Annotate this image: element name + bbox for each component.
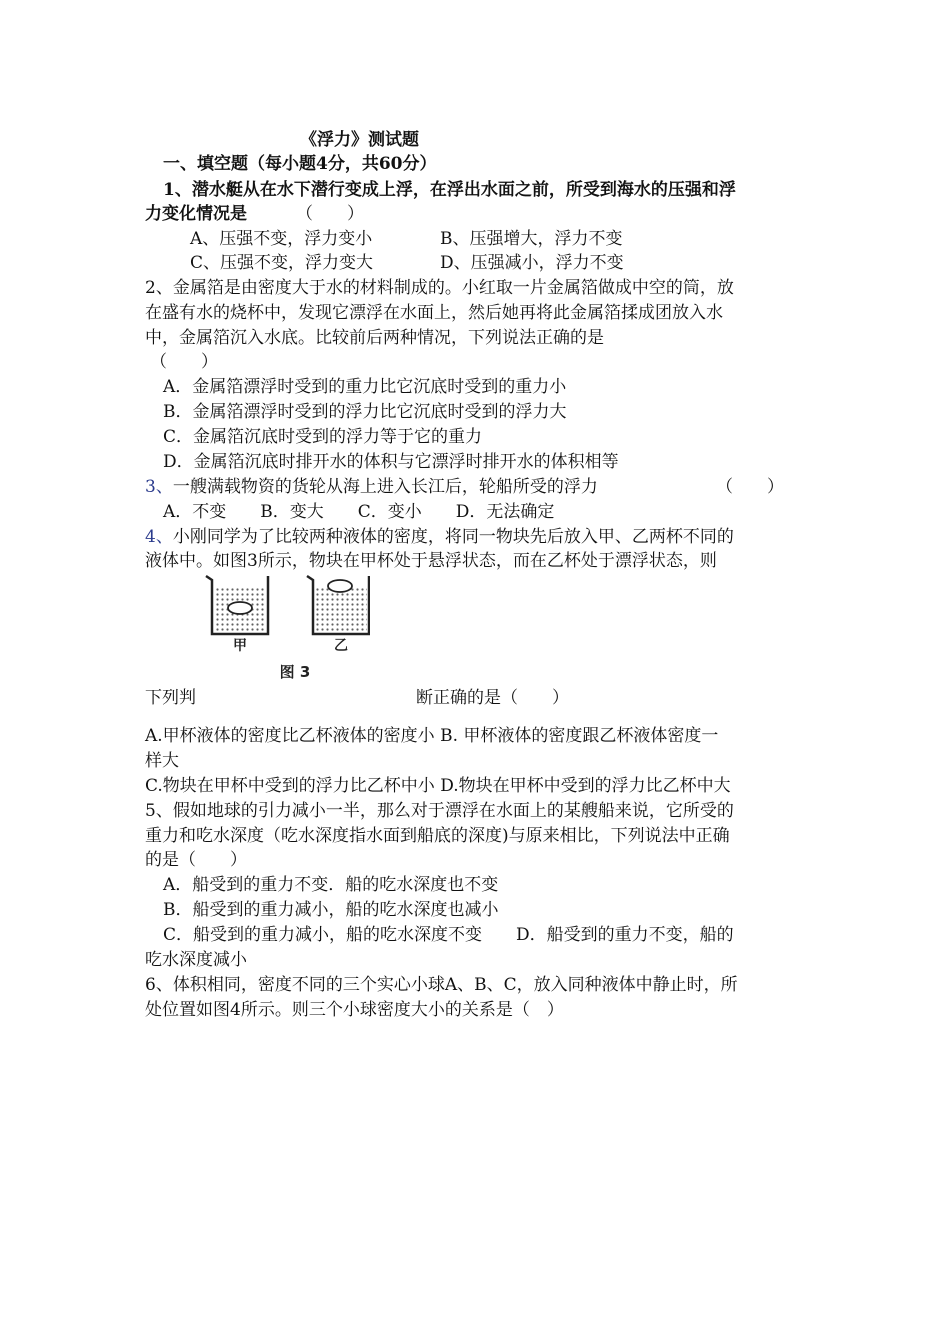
q3-number: 3、 [145,477,173,497]
q2-line3: 中，金属箔沉入水底。比较前后两种情况，下列说法正确的是 [145,328,604,348]
q6-line1: 6、体积相同，密度不同的三个实心小球A、B、C，放入同种液体中静止时，所 [145,975,738,995]
beaker-label-yi: 乙 [334,638,348,654]
figure-caption: 图 3 [279,663,311,681]
q5-option-d-cont: 吃水深度减小 [145,950,247,970]
q5-line2: 重力和吃水深度（吃水深度指水面到船底的深度)与原来相比，下列说法中正确 [145,826,730,846]
q1-blank: （ ） [296,204,364,224]
q3-options: A．不变 B．变大 C．变小 D．无法确定 [163,502,555,522]
q5-option-b: B．船受到的重力减小，船的吃水深度也减小 [163,900,499,920]
q4-options-ab-cont: 样大 [145,751,179,771]
q4-text1: 小刚同学为了比较两种液体的密度，将同一物块先后放入甲、乙两杯不同的 [172,527,734,547]
q4-line2: 液体中。如图3所示，物块在甲杯处于悬浮状态，而在乙杯处于漂浮状态，则 [145,551,717,571]
q3-text: 一艘满载物资的货轮从海上进入长江后，轮船所受的浮力 [172,477,598,497]
q2-line1 [145,276,734,300]
q1-option-d: D、压强减小，浮力不变 [440,253,624,273]
block-floating [328,580,352,592]
q2-option-d: D．金属箔沉底时排开水的体积与它漂浮时排开水的体积相等 [163,452,619,472]
q6-line2: 处位置如图4所示。则三个小球密度大小的关系是（ ） [145,1000,564,1020]
q2-blank: （ ） [150,352,218,372]
q2-line2: 在盛有水的烧杯中，发现它漂浮在水面上，然后她再将此金属箔揉成团放入水 [145,303,723,323]
q1-option-a: A、压强不变，浮力变小 [190,229,373,249]
section-heading: 一、填空题（每小题4分，共60分） [163,154,437,174]
q1-option-b: B、压强增大，浮力不变 [440,229,623,249]
beaker-jia [206,576,268,634]
q5-options-cd: C．船受到的重力减小，船的吃水深度不变 D．船受到的重力不变，船的 [163,925,734,945]
q1-line2: 力变化情况是 [145,204,247,224]
q4-line1 [145,525,734,549]
q4-options-ab: A.甲杯液体的密度比乙杯液体的密度小 B. 甲杯液体的密度跟乙杯液体密度一 [145,726,719,746]
q5-line1: 5、假如地球的引力减小一半，那么对于漂浮在水面上的某艘船来说，它所受的 [145,801,734,821]
q2-option-a: A．金属箔漂浮时受到的重力比它沉底时受到的重力小 [163,377,567,397]
block-suspended [228,602,252,614]
q5-line3: 的是（ ） [145,850,247,870]
q4-options-cd: C.物块在甲杯中受到的浮力比乙杯中小 D.物块在甲杯中受到的浮力比乙杯中大 [145,776,731,796]
q2-option-b: B．金属箔漂浮时受到的浮力比它沉底时受到的浮力大 [163,402,567,422]
q4-number: 4、 [145,527,173,547]
q3-blank: （ ） [716,477,784,497]
q5-option-a: A．船受到的重力不变．船的吃水深度也不变 [163,875,499,895]
beaker-yi [307,576,369,634]
q4-line3-start: 下列判 [145,688,196,708]
beaker-label-jia: 甲 [233,638,247,654]
q3-line [145,475,598,499]
q4-line3-end: 断正确的是（ ） [416,688,569,708]
q2-option-c: C．金属箔沉底时受到的浮力等于它的重力 [163,427,483,447]
document-title: 《浮力》测试题 [300,130,419,150]
q2-text1: 金属箔是由密度大于水的材料制成的。小红取一片金属箔做成中空的筒，放 [172,278,734,298]
figure-3-beakers [200,572,370,682]
q1-option-c: C、压强不变，浮力变大 [190,253,374,273]
q2-number: 2、 [145,278,173,298]
beakers-illustration [200,572,370,682]
q1-line1: 1、潜水艇从在水下潜行变成上浮，在浮出水面之前，所受到海水的压强和浮 [163,180,736,200]
